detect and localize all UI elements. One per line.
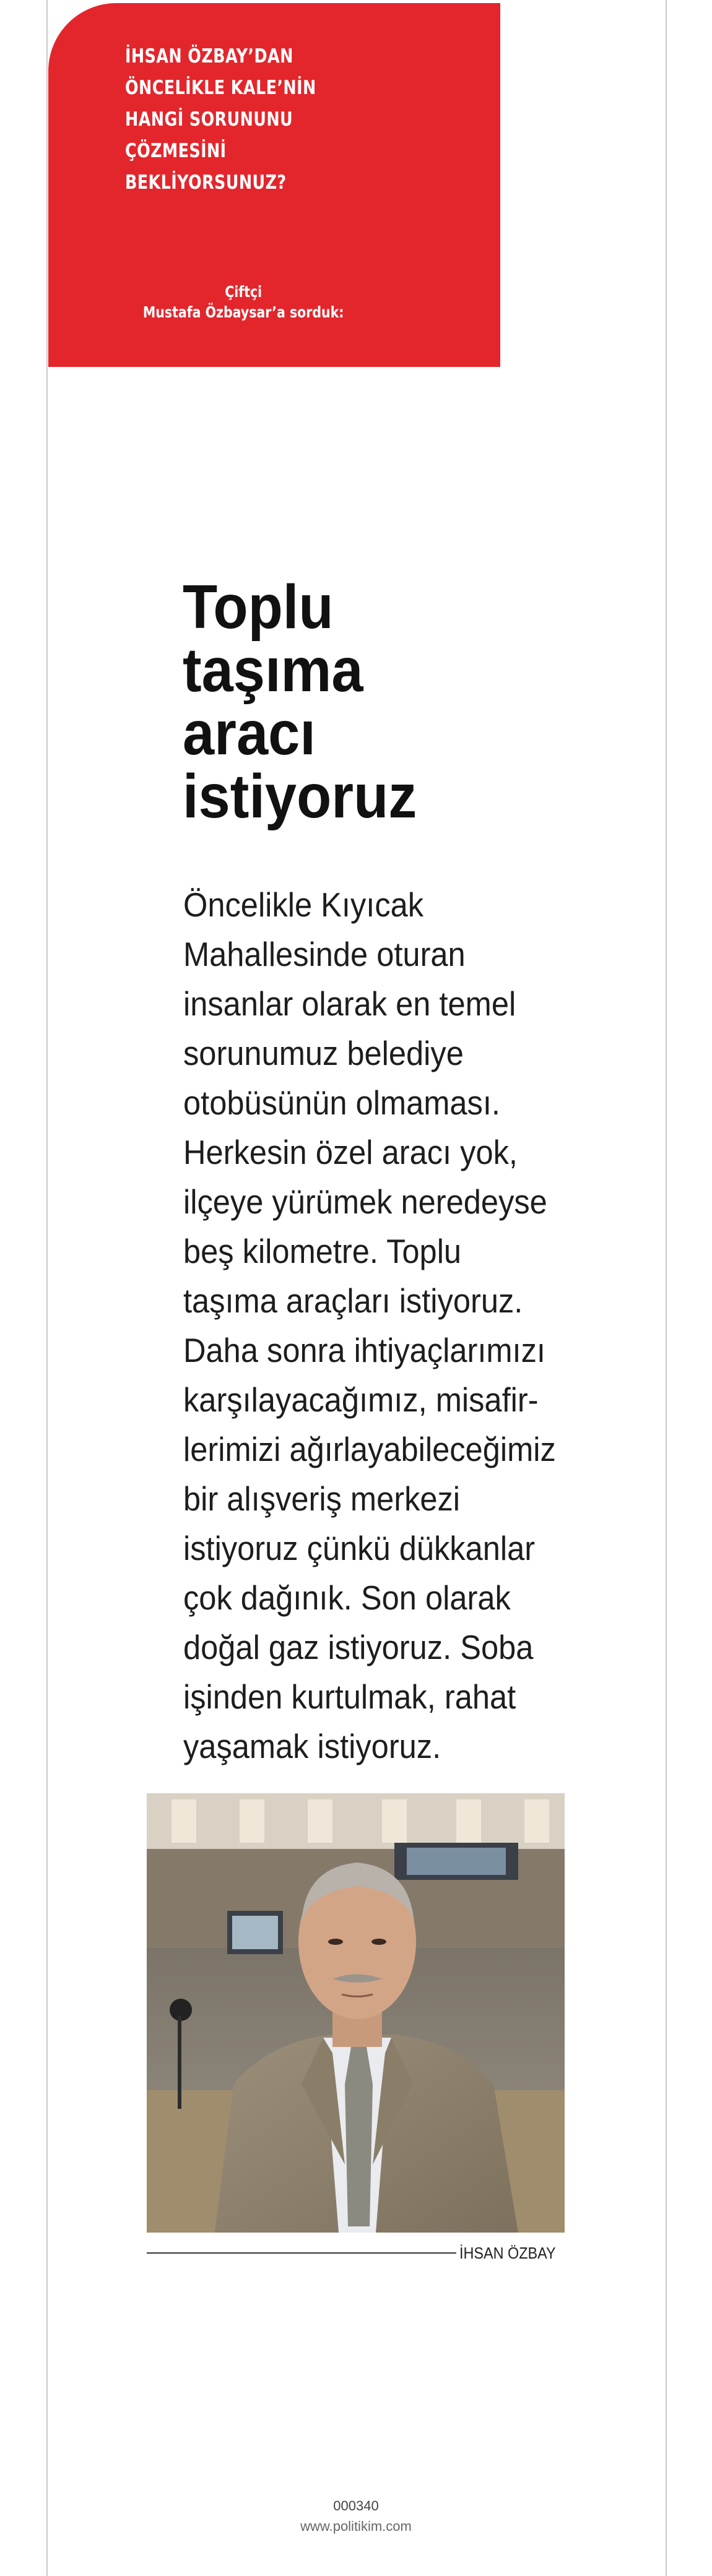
portrait-photo (147, 1793, 565, 2233)
respondent-name: Mustafa Özbaysar’a sorduk: (142, 303, 344, 321)
article-headline: Toplu taşıma aracı istiyoruz (183, 572, 417, 831)
left-margin-rule (46, 0, 48, 2576)
respondent-intro (111, 282, 375, 322)
caption-rule (147, 2252, 456, 2254)
photo-caption: İHSAN ÖZBAY (459, 2244, 556, 2262)
respondent-occupation: Çiftçi (225, 283, 263, 301)
question-text: İHSAN ÖZBAY’DAN ÖNCELİKLE KALE’NİN HANGİ SORUNUNU ÇÖZMESİNİ BEKLİYORSUNUZ? (125, 45, 316, 194)
portrait-illustration (147, 1793, 565, 2233)
footer-url[interactable]: www.politikim.com (300, 2518, 412, 2534)
article-body: Öncelikle Kıyıcak Mahallesinde oturan insanlar olarak en temel sorunumuz belediye otobüsünün olmaması. Herkesin özel aracı yok, ilçeye yürümek neredeyse beş kilometre. Toplu taşıma araçları istiyoruz. Daha sonra ihtiyaçlarımızı karşılayacağımız, misafir- lerimizi ağırlayabileceğimiz bir alışveriş merkezi istiyoruz çünkü dükkanlar çok dağınık. Son olarak doğal gaz istiyoruz. Soba işinden kurtulmak, rahat yaşamak istiyoruz. (183, 885, 556, 1765)
right-margin-rule (666, 0, 667, 2576)
page-number: 000340 (333, 2498, 379, 2514)
